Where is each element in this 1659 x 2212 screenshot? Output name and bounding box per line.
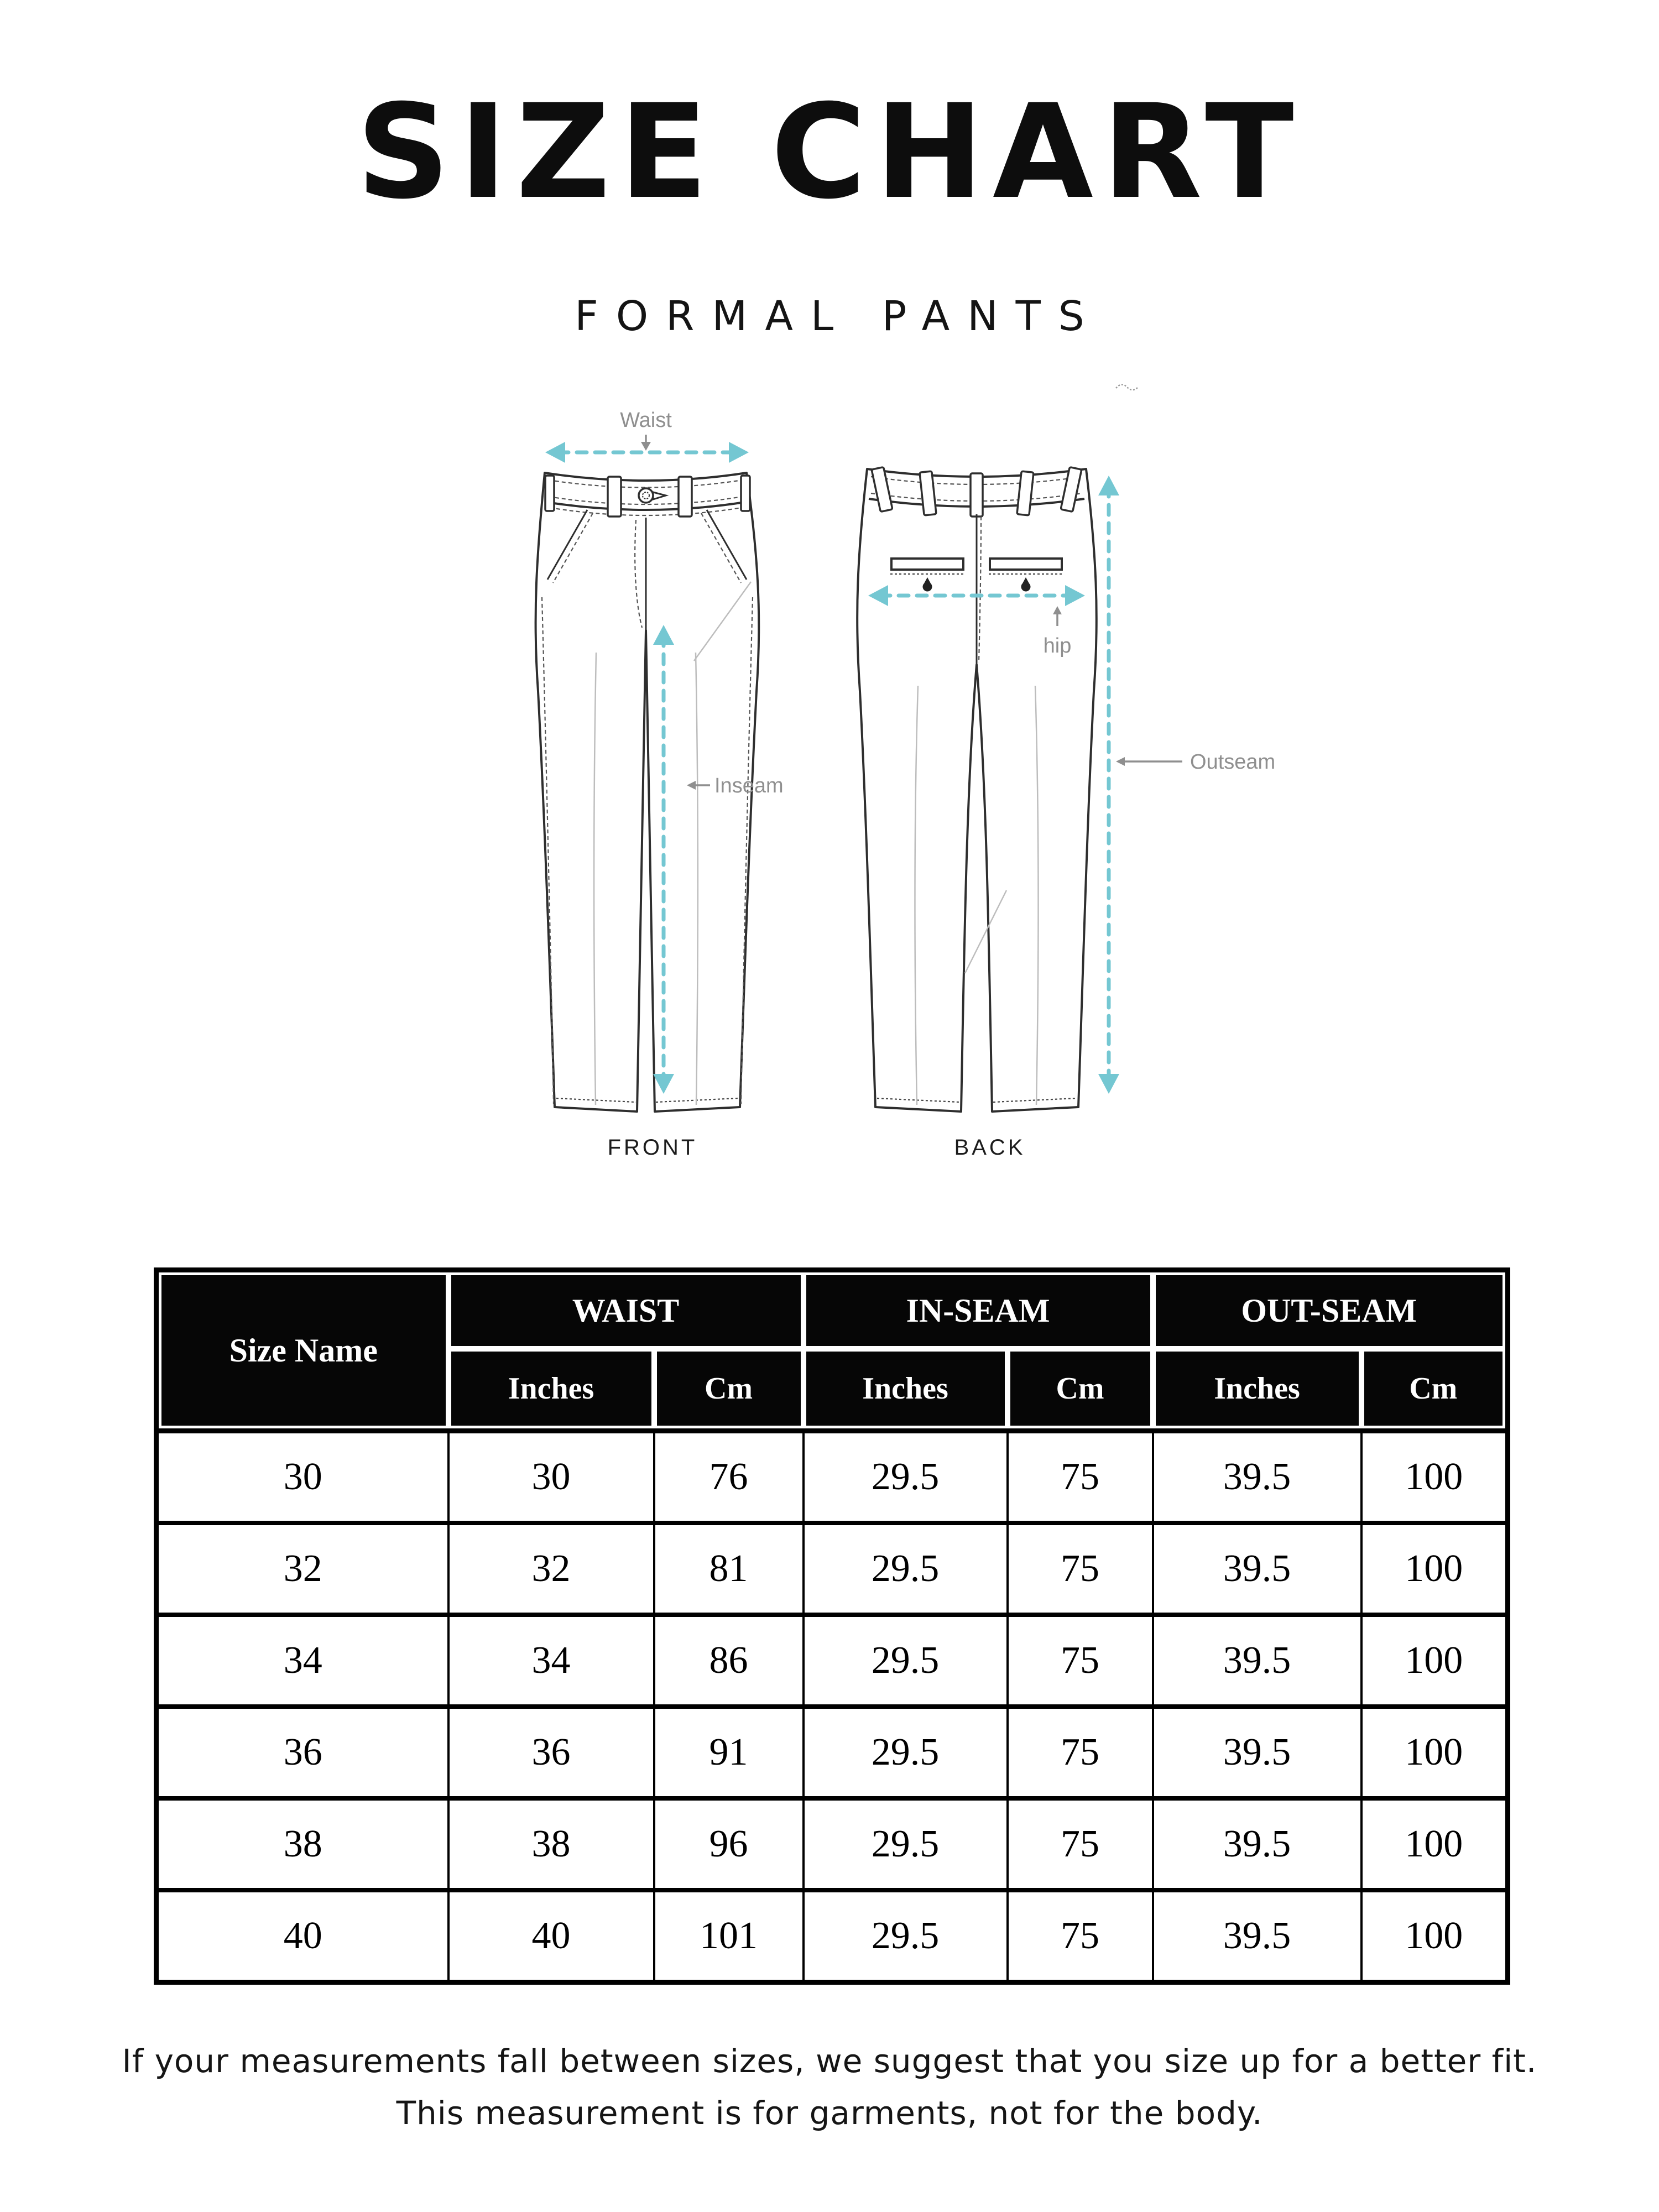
- value-cell: 32: [448, 1523, 654, 1615]
- belt-loop: [741, 476, 750, 511]
- value-cell: 101: [654, 1890, 804, 1983]
- table-row: [156, 1798, 1508, 1890]
- value-cell: 39.5: [1153, 1707, 1361, 1798]
- belt-loop: [608, 477, 621, 517]
- front-view-label: FRONT: [607, 1135, 698, 1160]
- value-cell: 100: [1361, 1615, 1508, 1707]
- subheader-cell: [448, 1349, 654, 1431]
- size-cell: 32: [156, 1523, 448, 1615]
- inseam-label: Inseam: [714, 774, 784, 797]
- group-header-cell: [804, 1270, 1153, 1349]
- value-cell: 39.5: [1153, 1615, 1361, 1707]
- decorative-mark: [1116, 384, 1138, 390]
- back-pocket: [891, 559, 963, 570]
- corner-header-cell: [156, 1270, 448, 1431]
- footer-line-1: If your measurements fall between sizes, we suggest that you size up for a better fit.: [122, 2042, 1537, 2080]
- belt-loop: [679, 477, 692, 517]
- inseam-group-header: IN-SEAM: [806, 1275, 1150, 1346]
- value-cell: 39.5: [1153, 1431, 1361, 1524]
- value-cell: 39.5: [1153, 1798, 1361, 1890]
- value-cell: 29.5: [804, 1431, 1008, 1524]
- footer-note: [0, 2035, 1659, 2139]
- size-cell: 30: [156, 1431, 448, 1524]
- value-cell: 96: [654, 1798, 804, 1890]
- value-cell: 100: [1361, 1890, 1508, 1983]
- table-row: [156, 1615, 1508, 1707]
- subheader-cell: [654, 1349, 804, 1431]
- inseam-cm-header: Cm: [1010, 1352, 1150, 1426]
- value-cell: 75: [1008, 1615, 1153, 1707]
- page-subtitle: FORMAL PANTS: [575, 293, 1102, 340]
- value-cell: 29.5: [804, 1890, 1008, 1983]
- waist-button: [639, 488, 653, 503]
- value-cell: 76: [654, 1431, 804, 1524]
- table-row: [156, 1890, 1508, 1983]
- group-header-cell: [1153, 1270, 1508, 1349]
- pants-measurement-diagram: [498, 376, 1305, 1178]
- value-cell: 86: [654, 1615, 804, 1707]
- back-pants-drawing: [857, 467, 1097, 1112]
- subheader-cell: [1008, 1349, 1153, 1431]
- value-cell: 75: [1008, 1707, 1153, 1798]
- outseam-cm-header: Cm: [1364, 1352, 1503, 1426]
- table-row: [156, 1523, 1508, 1615]
- waist-measure: [545, 409, 749, 463]
- back-view-label: BACK: [954, 1135, 1026, 1160]
- hip-label: hip: [1043, 634, 1072, 658]
- size-name-header: Size Name: [161, 1275, 446, 1426]
- value-cell: 75: [1008, 1890, 1153, 1983]
- outseam-measure: [1098, 476, 1275, 1094]
- waist-inches-header: Inches: [451, 1352, 651, 1426]
- size-cell: 34: [156, 1615, 448, 1707]
- table-row: [156, 1707, 1508, 1798]
- belt-loop: [545, 476, 554, 511]
- value-cell: 40: [448, 1890, 654, 1983]
- value-cell: 75: [1008, 1798, 1153, 1890]
- size-cell: 40: [156, 1890, 448, 1983]
- value-cell: 75: [1008, 1431, 1153, 1524]
- value-cell: 75: [1008, 1523, 1153, 1615]
- waist-label: Waist: [620, 409, 672, 432]
- value-cell: 100: [1361, 1431, 1508, 1524]
- subheader-cell: [804, 1349, 1008, 1431]
- value-cell: 100: [1361, 1523, 1508, 1615]
- value-cell: 39.5: [1153, 1890, 1361, 1983]
- value-cell: 36: [448, 1707, 654, 1798]
- table-row: [156, 1431, 1508, 1524]
- waist-cm-header: Cm: [657, 1352, 801, 1426]
- inseam-inches-header: Inches: [806, 1352, 1005, 1426]
- value-cell: 91: [654, 1707, 804, 1798]
- size-cell: 38: [156, 1798, 448, 1890]
- value-cell: 100: [1361, 1707, 1508, 1798]
- value-cell: 38: [448, 1798, 654, 1890]
- outseam-inches-header: Inches: [1156, 1352, 1359, 1426]
- value-cell: 39.5: [1153, 1523, 1361, 1615]
- outseam-label: Outseam: [1190, 750, 1276, 774]
- waist-group-header: WAIST: [451, 1275, 801, 1346]
- outseam-group-header: OUT-SEAM: [1156, 1275, 1503, 1346]
- footer-line-2: This measurement is for garments, not for the body.: [396, 2094, 1263, 2132]
- subheader-cell: [1361, 1349, 1508, 1431]
- value-cell: 100: [1361, 1798, 1508, 1890]
- subheader-cell: [1153, 1349, 1361, 1431]
- group-header-cell: [448, 1270, 804, 1349]
- page-title: SIZE CHART: [356, 77, 1303, 228]
- value-cell: 29.5: [804, 1615, 1008, 1707]
- value-cell: 30: [448, 1431, 654, 1524]
- value-cell: 29.5: [804, 1523, 1008, 1615]
- belt-loop: [971, 473, 983, 517]
- value-cell: 34: [448, 1615, 654, 1707]
- size-chart-table: [154, 1267, 1510, 1985]
- value-cell: 29.5: [804, 1798, 1008, 1890]
- value-cell: 81: [654, 1523, 804, 1615]
- value-cell: 29.5: [804, 1707, 1008, 1798]
- back-pocket: [990, 559, 1062, 570]
- size-cell: 36: [156, 1707, 448, 1798]
